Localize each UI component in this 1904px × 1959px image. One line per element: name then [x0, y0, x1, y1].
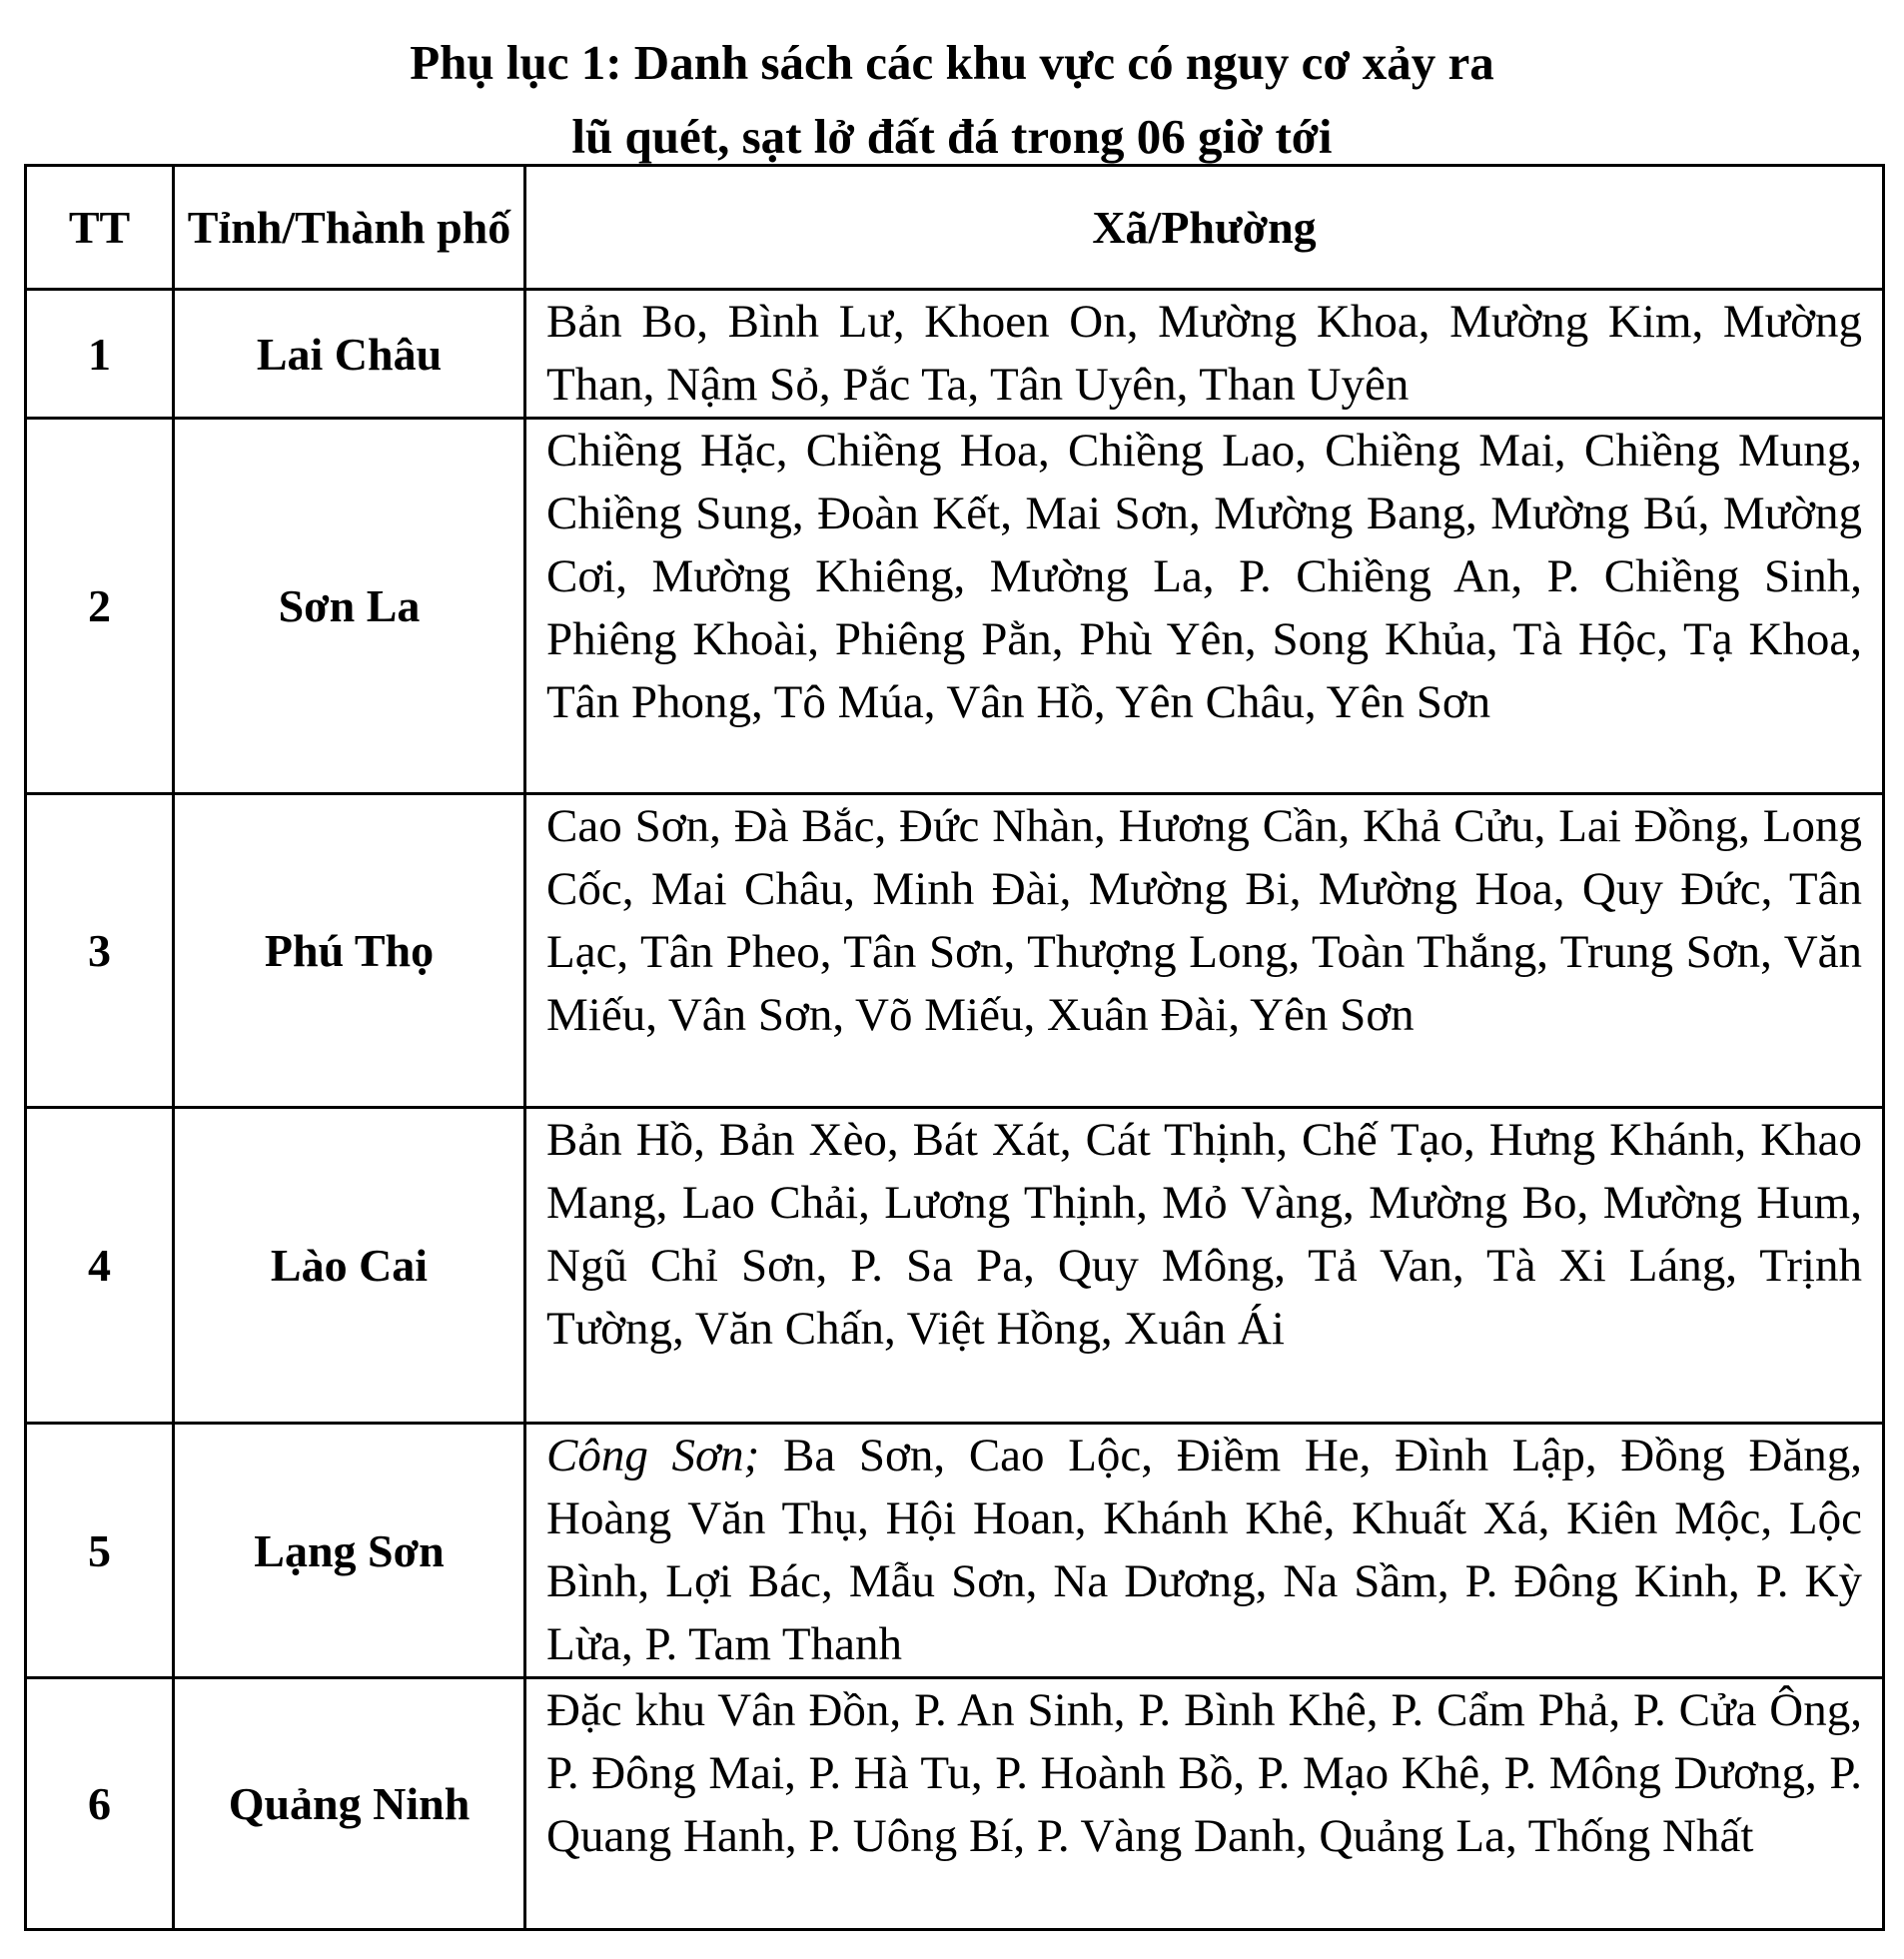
- row-number: 5: [26, 1424, 174, 1678]
- header-province: Tỉnh/Thành phố: [174, 166, 525, 290]
- header-wards: Xã/Phường: [525, 166, 1884, 290]
- table-row: [26, 1678, 1884, 1930]
- row-number: 1: [26, 290, 174, 419]
- table-row: [26, 290, 1884, 419]
- province-name: Sơn La: [174, 419, 525, 794]
- row-number: 2: [26, 419, 174, 794]
- province-name: Lào Cai: [174, 1108, 525, 1424]
- province-name: Lai Châu: [174, 290, 525, 419]
- table-row: [26, 1108, 1884, 1424]
- ward-list-italic-prefix: Công Sơn;: [546, 1430, 760, 1481]
- title-line-1: Phụ lục 1: Danh sách các khu vực có nguy cơ xảy ra: [410, 35, 1494, 90]
- row-number: 4: [26, 1108, 174, 1424]
- ward-list-rest: Ba Sơn, Cao Lộc, Điềm He, Đình Lập, Đồng Đăng, Hoàng Văn Thụ, Hội Hoan, Khánh Khê, Khuất Xá, Kiên Mộc, Lộc Bình, Lợi Bác, Mẫu Sơn, Na Dương, Na Sầm, P. Đông Kinh, P. Kỳ Lừa, P. Tam Thanh: [546, 1430, 1862, 1670]
- ward-list: Bản Bo, Bình Lư, Khoen On, Mường Khoa, Mường Kim, Mường Than, Nậm Sỏ, Pắc Ta, Tân Uyên, Than Uyên: [525, 290, 1884, 419]
- ward-list: Đặc khu Vân Đồn, P. An Sinh, P. Bình Khê, P. Cẩm Phả, P. Cửa Ông, P. Đông Mai, P. Hà Tu, P. Hoành Bồ, P. Mạo Khê, P. Mông Dương, P. Quang Hanh, P. Uông Bí, P. Vàng Danh, Quảng La, Thống Nhất: [525, 1678, 1884, 1930]
- row-number: 6: [26, 1678, 174, 1930]
- header-tt: TT: [26, 166, 174, 290]
- risk-areas-table: [24, 164, 1885, 1931]
- province-name: Phú Thọ: [174, 794, 525, 1108]
- ward-list: Chiềng Hặc, Chiềng Hoa, Chiềng Lao, Chiềng Mai, Chiềng Mung, Chiềng Sung, Đoàn Kết, Mai Sơn, Mường Bang, Mường Bú, Mường Cơi, Mường Khiêng, Mường La, P. Chiềng An, P. Chiềng Sinh, Phiêng Khoài, Phiêng Pằn, Phù Yên, Song Khủa, Tà Hộc, Tạ Khoa, Tân Phong, Tô Múa, Vân Hồ, Yên Châu, Yên Sơn: [525, 419, 1884, 794]
- document-title: [0, 26, 1904, 174]
- table-row: [26, 419, 1884, 794]
- table-row: [26, 794, 1884, 1108]
- ward-list: [525, 1424, 1884, 1678]
- province-name: Lạng Sơn: [174, 1424, 525, 1678]
- row-number: 3: [26, 794, 174, 1108]
- table-header-row: [26, 166, 1884, 290]
- province-name: Quảng Ninh: [174, 1678, 525, 1930]
- title-line-2: lũ quét, sạt lở đất đá trong 06 giờ tới: [571, 109, 1333, 164]
- ward-list: Bản Hồ, Bản Xèo, Bát Xát, Cát Thịnh, Chế Tạo, Hưng Khánh, Khao Mang, Lao Chải, Lương Thịnh, Mỏ Vàng, Mường Bo, Mường Hum, Ngũ Chỉ Sơn, P. Sa Pa, Quy Mông, Tả Van, Tà Xi Láng, Trịnh Tường, Văn Chấn, Việt Hồng, Xuân Ái: [525, 1108, 1884, 1424]
- table-row: [26, 1424, 1884, 1678]
- ward-list: Cao Sơn, Đà Bắc, Đức Nhàn, Hương Cần, Khả Cửu, Lai Đồng, Long Cốc, Mai Châu, Minh Đài, Mường Bi, Mường Hoa, Quy Đức, Tân Lạc, Tân Pheo, Tân Sơn, Thượng Long, Toàn Thắng, Trung Sơn, Văn Miếu, Vân Sơn, Võ Miếu, Xuân Đài, Yên Sơn: [525, 794, 1884, 1108]
